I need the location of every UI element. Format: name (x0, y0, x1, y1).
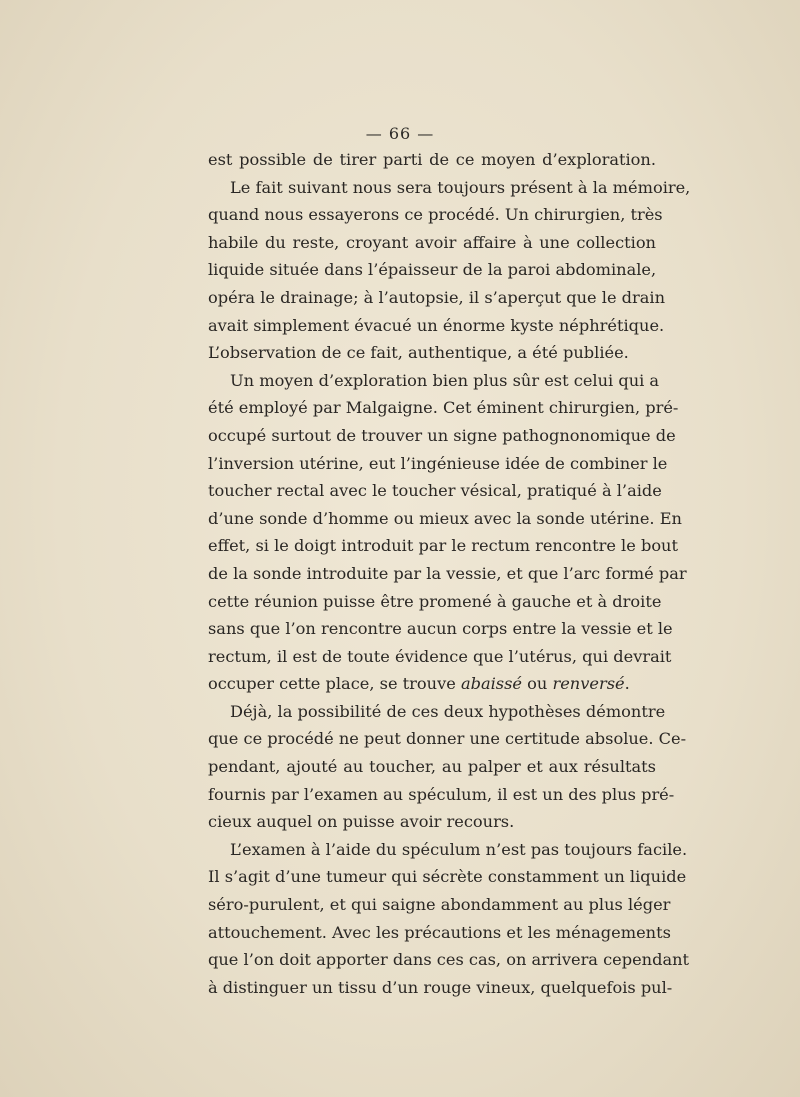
text-line: à distinguer un tissu d’un rouge vineux, quelquefois pul- (208, 977, 673, 997)
italic-word: renversé (552, 674, 625, 694)
text-line: cette réunion puisse être promené à gauche et à droite (208, 591, 662, 611)
italic-word: abaissé (460, 674, 523, 694)
text-line: Le fait suivant nous sera toujours présent à la mémoire, (230, 177, 691, 197)
text-line: toucher rectal avec le toucher vésical, pratiqué à l’aide (208, 481, 662, 501)
text-segment: . (624, 674, 630, 694)
body-text (208, 146, 691, 1001)
text-line: L’observation de ce fait, authentique, a été publiée. (208, 343, 629, 363)
text-line: est possible de tirer parti de ce moyen d’exploration. (208, 150, 656, 169)
text-line: Déjà, la possibilité de ces deux hypothèses démontre (230, 701, 666, 721)
text-line: été employé par Malgaigne. Cet éminent chirurgien, pré- (208, 398, 679, 418)
text-segment: ou (522, 674, 553, 694)
text-line: séro-purulent, et qui saigne abondamment au plus léger (208, 895, 671, 915)
text-line: l’inversion utérine, eut l’ingénieuse idée de combiner le (208, 453, 668, 473)
text-line: effet, si le doigt introduit par le rectum rencontre le bout (208, 536, 678, 556)
text-line: d’une sonde d’homme ou mieux avec la sonde utérine. En (208, 508, 682, 528)
text-line: quand nous essayerons ce procédé. Un chirurgien, très (208, 205, 663, 225)
text-line: L’examen à l’aide du spéculum n’est pas toujours facile. (230, 839, 688, 859)
text-line: rectum, il est de toute évidence que l’utérus, qui devrait (208, 646, 672, 666)
text-line: cieux auquel on puisse avoir recours. (208, 812, 515, 832)
page-number: — 66 — (365, 124, 435, 143)
text-line: occupé surtout de trouver un signe pathognonomique de (208, 425, 676, 445)
text-line: que l’on doit apporter dans ces cas, on arrivera cependant (208, 950, 690, 970)
text-line: de la sonde introduite par la vessie, et que l’arc formé par (208, 563, 687, 583)
text-line: fournis par l’examen au spéculum, il est un des plus pré- (208, 784, 675, 804)
text-line: habile du reste, croyant avoir affaire à une collection (208, 232, 656, 252)
text-line: Un moyen d’exploration bien plus sûr est celui qui a (230, 370, 660, 390)
text-line: liquide située dans l’épaisseur de la paroi abdominale, (208, 260, 657, 280)
text-line: opéra le drainage; à l’autopsie, il s’aperçut que le drain (208, 287, 666, 307)
text-line: attouchement. Avec les précautions et les ménagements (208, 922, 671, 942)
text-line: Il s’agit d’une tumeur qui sécrète constamment un liquide (208, 867, 687, 887)
text-segment: occuper cette place, se trouve (208, 674, 461, 694)
text-line: pendant, ajouté au toucher, au palper et aux résultats (208, 757, 656, 777)
text-line: avait simplement évacué un énorme kyste néphrétique. (208, 315, 665, 335)
text-line: que ce procédé ne peut donner une certitude absolue. Ce- (208, 729, 687, 749)
text-line: sans que l’on rencontre aucun corps entre la vessie et le (208, 619, 673, 639)
text-line (208, 670, 656, 698)
